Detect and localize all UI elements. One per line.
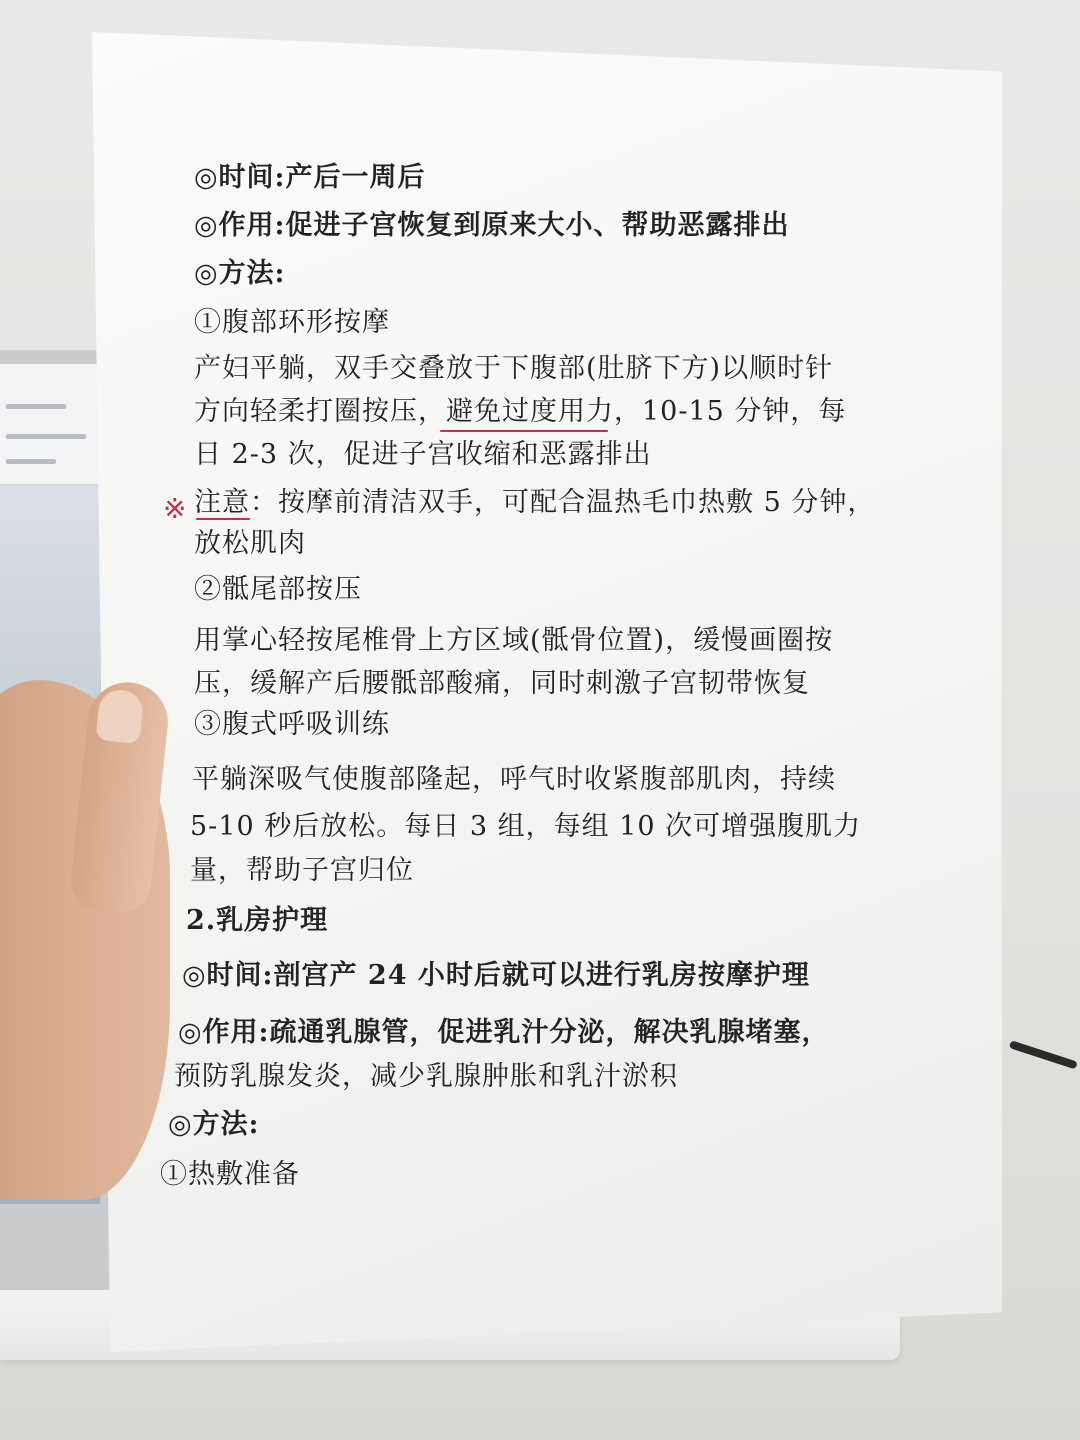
paragraph-line: 方向轻柔打圈按压，避免过度用力，10-15 分钟，每 (194, 396, 847, 427)
paragraph-line: 日 2-3 次，促进子宫收缩和恶露排出 (194, 439, 652, 470)
paragraph-line: 5-10 秒后放松。每日 3 组，每组 10 次可增强腹肌力 (190, 811, 862, 842)
red-underline (440, 430, 608, 432)
toolbar-bar (6, 404, 66, 409)
step-2-title: ②骶尾部按压 (194, 574, 362, 605)
step-1-title: ①热敷准备 (160, 1159, 300, 1190)
time-line: ◎时间:产后一周后 (194, 162, 426, 193)
step-1-title: ①腹部环形按摩 (194, 307, 390, 338)
method-heading: ◎方法: (168, 1109, 260, 1140)
step-3-title: ③腹式呼吸训练 (194, 709, 390, 740)
effect-line: ◎作用:促进子宫恢复到原来大小、帮助恶露排出 (194, 210, 790, 241)
paragraph-line: 平躺深吸气使腹部隆起，呼气时收紧腹部肌肉，持续 (192, 764, 836, 795)
note-line: 注意：按摩前清洁双手，可配合温热毛巾热敷 5 分钟， (194, 487, 876, 518)
effect-line: ◎作用:疏通乳腺管，促进乳汁分泌，解决乳腺堵塞， (178, 1017, 830, 1048)
method-heading: ◎方法: (194, 258, 286, 289)
time-line: ◎时间:剖宫产 24 小时后就可以进行乳房按摩护理 (182, 960, 810, 991)
paragraph-line: 用掌心轻按尾椎骨上方区域(骶骨位置)，缓慢画圈按 (194, 625, 834, 656)
toolbar-bar (6, 459, 56, 464)
laptop-app-toolbar (0, 364, 100, 485)
cable (1009, 1040, 1078, 1069)
paragraph-line: 压，缓解产后腰骶部酸痛，同时刺激子宫韧带恢复 (194, 668, 810, 699)
paragraph-line: 产妇平躺，双手交叠放于下腹部(肚脐下方)以顺时针 (194, 353, 834, 384)
section-2-heading: 2.乳房护理 (186, 905, 329, 936)
red-underline (196, 518, 250, 520)
toolbar-bar (6, 434, 86, 439)
paragraph-line: 量，帮助子宫归位 (190, 855, 414, 886)
note-line: 放松肌肉 (194, 528, 306, 559)
red-asterisk-mark: ※ (163, 492, 187, 525)
paragraph-line: 预防乳腺发炎，减少乳腺肿胀和乳汁淤积 (174, 1061, 678, 1092)
